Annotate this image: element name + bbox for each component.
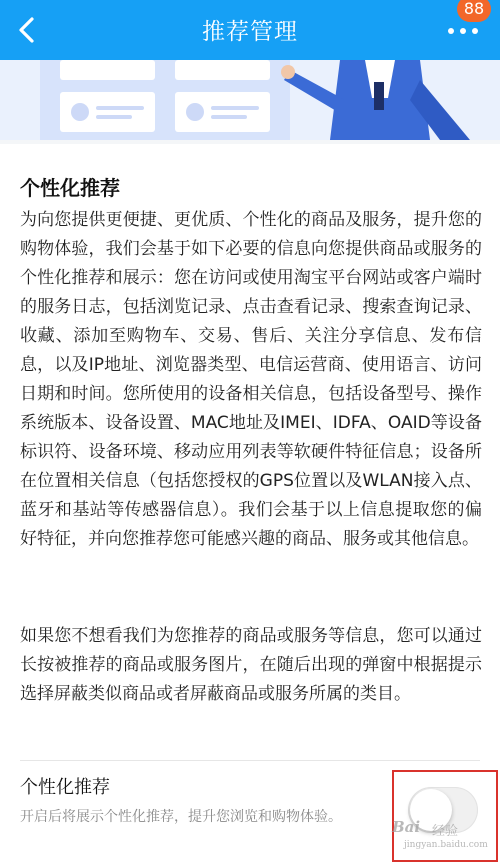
banner-divider — [0, 140, 500, 144]
more-dots-icon — [448, 28, 454, 34]
watermark-url: jingyan.baidu.com — [404, 840, 488, 850]
description-paragraph-2: 如果您不想看我们为您推荐的商品或服务等信息，您可以通过长按被推荐的商品或服务图片，在随后出现的弹窗中根据提示选择屏蔽类似商品或者屏蔽商品或服务所属的类目。 — [20, 626, 482, 704]
section-title: 个性化推荐 — [20, 176, 120, 200]
more-dot — [472, 28, 478, 34]
setting-description: 开启后将展示个性化推荐，提升您浏览和购物体验。 — [20, 809, 342, 825]
watermark-sub: 经验 — [432, 824, 459, 839]
notification-badge: 88 — [457, 0, 491, 22]
banner-illustration — [0, 60, 500, 140]
more-dot — [460, 28, 466, 34]
navigation-bar — [0, 0, 500, 60]
page-title: 推荐管理 — [202, 19, 298, 45]
recommendation-illustration — [0, 60, 500, 140]
baidu-watermark — [388, 818, 498, 858]
watermark-brand: Bai — [392, 818, 421, 836]
setting-title: 个性化推荐 — [20, 777, 110, 798]
description-paragraph-1: 为向您提供更便捷、更优质、个性化的商品及服务，提升您的购物体验，我们会基于如下必要的信息向您提供商品或服务的个性化推荐和展示：您在访问或使用淘宝平台网站或客户端时的服务日志，包括浏览记录、点击查看记录、搜索查询记录、收藏、添加至购物车、交易、售后、关注分享信息、发布信息，以及IP地址、浏览器类型、电信运营商、使用语言、访问日期和时间。您所使用的设备相关信息，包括设备型号、操作系统版本、设备设置、MAC地址及IMEI、IDFA、OAID等设备标识符、设备环境、移动应用列表等软硬件特征信息；设备所在位置相关信息（包括您授权的GPS位置以及WLAN接入点、蓝牙和基站等传感器信息）。我们会基于以上信息提取您的偏好特征，并向您推荐您可能感兴趣的商品、服务或其他信息。 — [20, 210, 482, 549]
divider — [20, 760, 480, 761]
